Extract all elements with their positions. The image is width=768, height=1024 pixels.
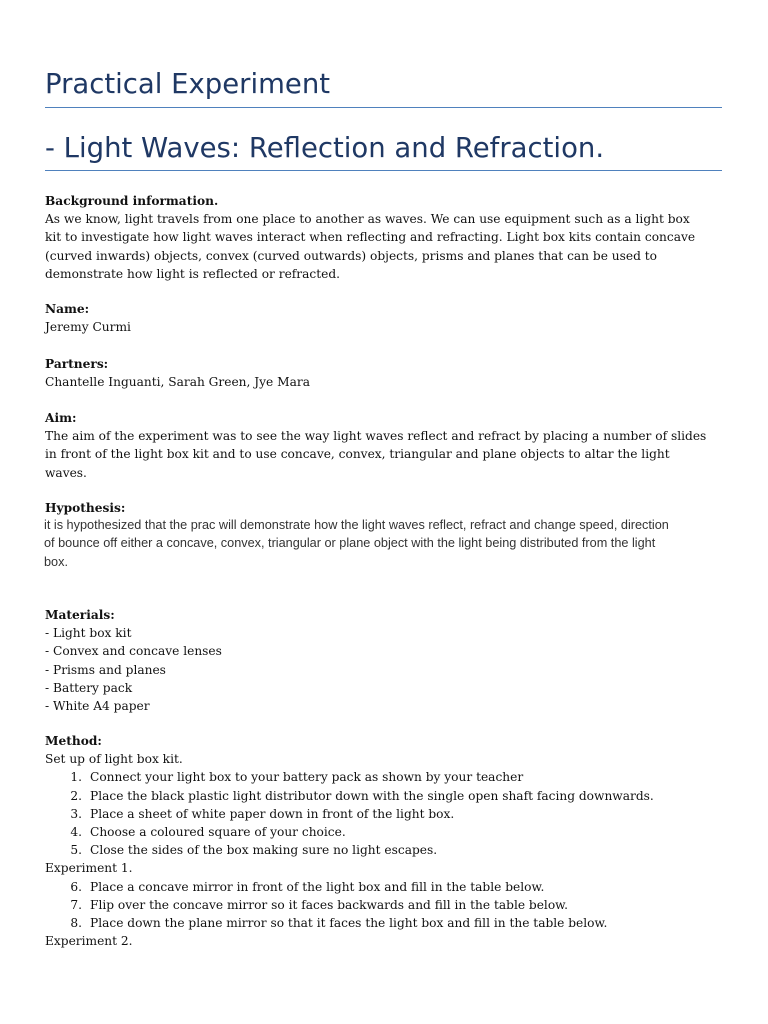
step-text: Place a concave mirror in front of the light box and fill in the table below. bbox=[90, 879, 545, 894]
name-heading: Name: bbox=[45, 302, 90, 316]
hypothesis-line: it is hypothesized that the prac will demonstrate how the light waves reflect, refract and change speed, direction bbox=[44, 518, 669, 532]
method-setup-label: Set up of light box kit. bbox=[45, 752, 183, 767]
experiment-1-label: Experiment 1. bbox=[45, 861, 133, 876]
partners-heading: Partners: bbox=[45, 357, 109, 371]
step-text: Choose a coloured square of your choice. bbox=[90, 825, 346, 840]
step-text: Place the black plastic light distributor down with the single open shaft facing downwards. bbox=[90, 788, 654, 803]
experiment-2-label: Experiment 2. bbox=[45, 934, 133, 949]
step-text: Close the sides of the box making sure no light escapes. bbox=[90, 843, 438, 858]
materials-item: - Prisms and planes bbox=[45, 662, 166, 677]
step-number: 2. bbox=[70, 788, 82, 803]
background-section bbox=[45, 192, 725, 283]
hypothesis-section bbox=[45, 499, 725, 517]
aim-section bbox=[45, 409, 725, 482]
aim-heading: Aim: bbox=[45, 411, 77, 425]
step-number: 7. bbox=[70, 897, 82, 912]
step-text: Place down the plane mirror so that it faces the light box and fill in the table below. bbox=[90, 916, 608, 931]
step-number: 8. bbox=[70, 916, 82, 931]
background-line: (curved inwards) objects, convex (curved outwards) objects, prisms and planes that can be used to bbox=[45, 248, 658, 263]
step-number: 4. bbox=[70, 825, 82, 840]
aim-line: waves. bbox=[45, 465, 87, 480]
method-heading: Method: bbox=[45, 734, 102, 748]
materials-section bbox=[45, 606, 725, 715]
method-step bbox=[45, 841, 725, 859]
step-number: 6. bbox=[70, 879, 82, 894]
materials-item: - Light box kit bbox=[45, 626, 132, 641]
step-number: 1. bbox=[70, 770, 82, 785]
hypothesis-line: box. bbox=[44, 554, 68, 569]
method-step bbox=[45, 805, 725, 823]
aim-line: in front of the light box kit and to use concave, convex, triangular and plane objects to altar the light bbox=[45, 447, 670, 462]
method-step bbox=[45, 787, 725, 805]
background-heading: Background information. bbox=[45, 194, 219, 208]
name-section bbox=[45, 300, 725, 336]
background-line: As we know, light travels from one place to another as waves. We can use equipment such as a light box bbox=[45, 212, 690, 227]
method-section bbox=[45, 732, 725, 950]
partners-value: Chantelle Inguanti, Sarah Green, Jye Mara bbox=[45, 375, 310, 390]
aim-line: The aim of the experiment was to see the way light waves reflect and refract by placing a number of slides bbox=[45, 429, 707, 444]
method-step bbox=[45, 878, 725, 896]
step-text: Connect your light box to your battery pack as shown by your teacher bbox=[90, 770, 524, 785]
step-text: Place a sheet of white paper down in front of the light box. bbox=[90, 806, 455, 821]
hypothesis-line: of bounce off either a concave, convex, triangular or plane object with the light being distributed from the light bbox=[44, 536, 656, 551]
method-step bbox=[45, 823, 725, 841]
step-number: 5. bbox=[70, 843, 82, 858]
materials-item: - Convex and concave lenses bbox=[45, 644, 222, 659]
name-value: Jeremy Curmi bbox=[45, 320, 131, 335]
materials-heading: Materials: bbox=[45, 608, 115, 622]
hypothesis-heading: Hypothesis: bbox=[45, 501, 126, 515]
page-subtitle: - Light Waves: Reflection and Refraction. bbox=[45, 127, 722, 171]
partners-section bbox=[45, 355, 725, 391]
page-title: Practical Experiment bbox=[45, 62, 722, 108]
step-number: 3. bbox=[70, 806, 82, 821]
method-step bbox=[45, 896, 725, 914]
background-line: kit to investigate how light waves interact when reflecting and refracting. Light box kits contain concave bbox=[45, 230, 696, 245]
method-step bbox=[45, 768, 725, 786]
materials-item: - Battery pack bbox=[45, 680, 133, 695]
background-line: demonstrate how light is reflected or refracted. bbox=[45, 266, 341, 281]
step-text: Flip over the concave mirror so it faces backwards and fill in the table below. bbox=[90, 897, 569, 912]
materials-item: - White A4 paper bbox=[45, 699, 150, 714]
hypothesis-body bbox=[44, 516, 734, 571]
method-step bbox=[45, 914, 725, 932]
